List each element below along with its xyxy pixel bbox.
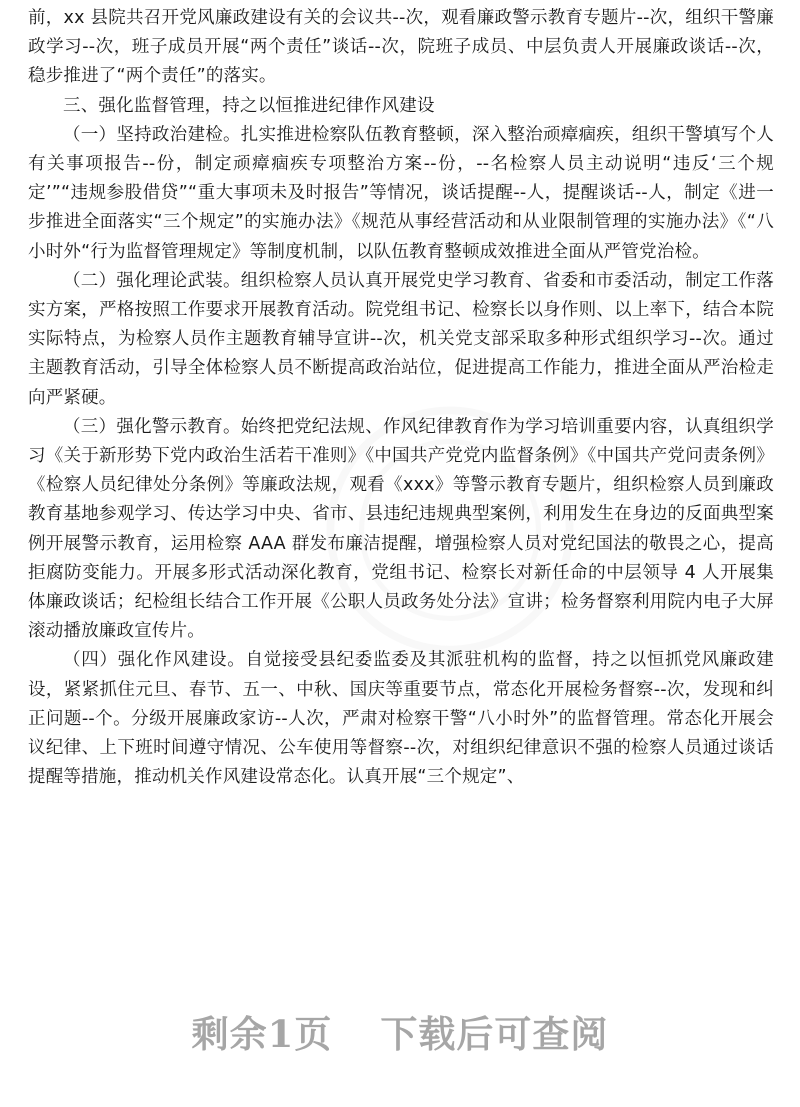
document-body (28, 4, 774, 792)
paragraph-warning: （三）强化警示教育。始终把党纪法规、作风纪律教育作为学习培训重要内容，认真组织学习《关于新形势下党内政治生活若干准则》《中国共产党党内监督条例》《中国共产党问责条例》《检察人员纪律处分条例》等廉政法规，观看《xxx》等警示教育专题片，组织检察人员到廉政教育基地参观学习、传达学习中央、省市、县违纪违规典型案例，利用发生在身边的反面典型案例开展警示教育，运用检察 AAA 群发布廉洁提醒，增强检察人员对党纪国法的敬畏之心，提高拒腐防变能力。开展多形式活动深化教育，党组书记、检察长对新任命的中层领导 4 人开展集体廉政谈话；纪检组长结合工作开展《公职人员政务处分法》宣讲；检务督察利用院内电子大屏滚动播放廉政宣传片。 (28, 416, 774, 642)
paragraph-style: （四）强化作风建设。自觉接受县纪委监委及其派驻机构的监督，持之以恒抓党风廉政建设，紧紧抓住元旦、春节、五一、中秋、国庆等重要节点，常态化开展检务督察--次，发现和纠正问题--个。分级开展廉政家访--人次，严肃对检察干警“八小时外”的监督管理。常态化开展会议纪律、上下班时间遵守情况、公车使用等督察--次，对组织纪律意识不强的检察人员通过谈话提醒等措施，推动机关作风建设常态化。认真开展“三个规定”、 (28, 650, 774, 788)
section-heading-3: 三、强化监督管理，持之以恒推进纪律作风建设 (63, 95, 435, 116)
paragraph-1: 前，xx 县院共召开党风廉政建设有关的会议共--次，观看廉政警示教育专题片--次，组织干警廉政学习--次，班子成员开展“两个责任”谈话--次，院班子成员、中层负责人开展廉政谈话--次，稳步推进了“两个责任”的落实。 (28, 8, 774, 87)
paragraph-theory: （二）强化理论武装。组织检察人员认真开展党史学习教育、省委和市委活动，制定工作落实方案，严格按照工作要求开展教育活动。院党组书记、检察长以身作则、以上率下，结合本院实际特点，为检察人员作主题教育辅导宣讲--次，机关党支部采取多种形式组织学习--次。通过主题教育活动，引导全体检察人员不断提高政治站位，促进提高工作能力，推进全面从严治检走向严紧硬。 (28, 270, 774, 408)
download-hint-label: 下载后可查阅 (380, 1012, 609, 1056)
paragraph-political: （一）坚持政治建检。扎实推进检察队伍教育整顿，深入整治顽瘴痼疾，组织干警填写个人有关事项报告--份，制定顽瘴痼疾专项整治方案--份，--名检察人员主动说明“违反‘三个规定’”“违规参股借贷”“重大事项未及时报告”等情况，谈话提醒--人，提醒谈话--人，制定《进一步推进全面落实“三个规定”的实施办法》《规范从事经营活动和从业限制管理的实施办法》《“八小时外“行为监督管理规定》等制度机制，以队伍教育整顿成效推进全面从严管党治检。 (28, 124, 774, 262)
download-banner[interactable] (0, 1004, 800, 1058)
remaining-pages-label: 剩余1页 (191, 1012, 333, 1056)
